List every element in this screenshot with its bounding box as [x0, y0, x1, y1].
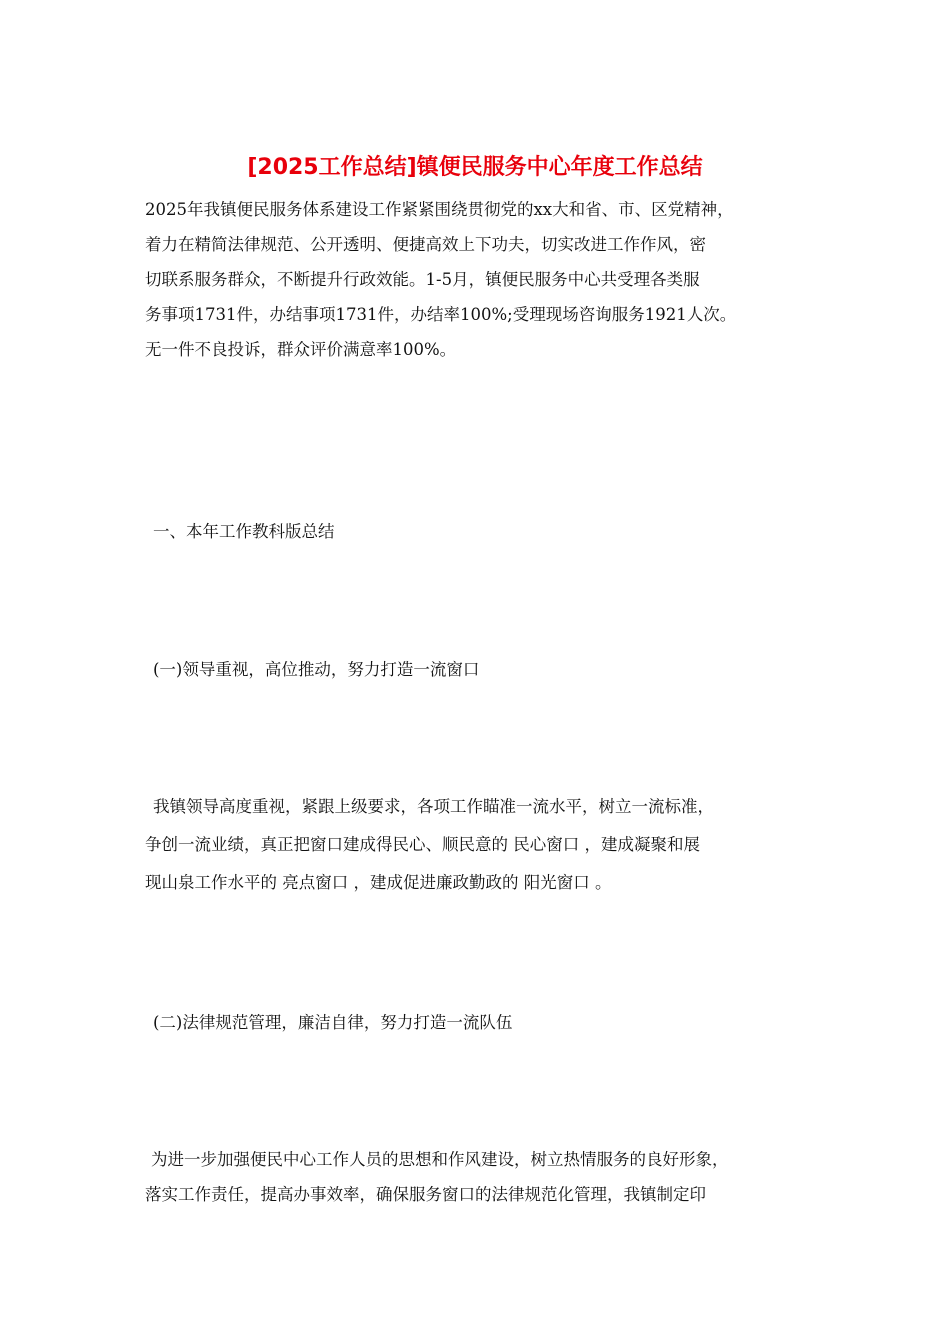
intro-line-2: 着力在精简法律规范、公开透明、便捷高效上下功夫，切实改进工作作风，密: [145, 235, 706, 254]
subsection-2-heading: (二)法律规范管理，廉洁自律，努力打造一流队伍: [153, 1013, 513, 1032]
intro-line-4: 务事项1731件，办结事项1731件，办结率100%;受理现场咨询服务1921人次。: [145, 305, 737, 324]
subsection-2-line-1: 为进一步加强便民中心工作人员的思想和作风建设，树立热情服务的良好形象，: [151, 1150, 729, 1169]
subsection-1-line-3: 现山泉工作水平的 亮点窗口 ，建成促进廉政勤政的 阳光窗口 。: [145, 873, 612, 892]
intro-line-3: 切联系服务群众，不断提升行政效能。1-5月，镇便民服务中心共受理各类服: [145, 270, 700, 289]
intro-line-5: 无一件不良投诉，群众评价满意率100%。: [145, 340, 457, 359]
document-title: [2025工作总结]镇便民服务中心年度工作总结: [247, 155, 703, 180]
section-1-heading: 一、本年工作教科版总结: [153, 522, 335, 541]
subsection-1-heading: (一)领导重视，高位推动，努力打造一流窗口: [153, 660, 480, 679]
subsection-1-line-1: 我镇领导高度重视，紧跟上级要求，各项工作瞄准一流水平，树立一流标准，: [153, 797, 714, 816]
subsection-2-line-2: 落实工作责任，提高办事效率，确保服务窗口的法律规范化管理，我镇制定印: [145, 1185, 706, 1204]
intro-line-1: 2025年我镇便民服务体系建设工作紧紧围绕贯彻党的xx大和省、市、区党精神，: [145, 200, 734, 219]
subsection-1-line-2: 争创一流业绩，真正把窗口建成得民心、顺民意的 民心窗口 ，建成凝聚和展: [145, 835, 700, 854]
